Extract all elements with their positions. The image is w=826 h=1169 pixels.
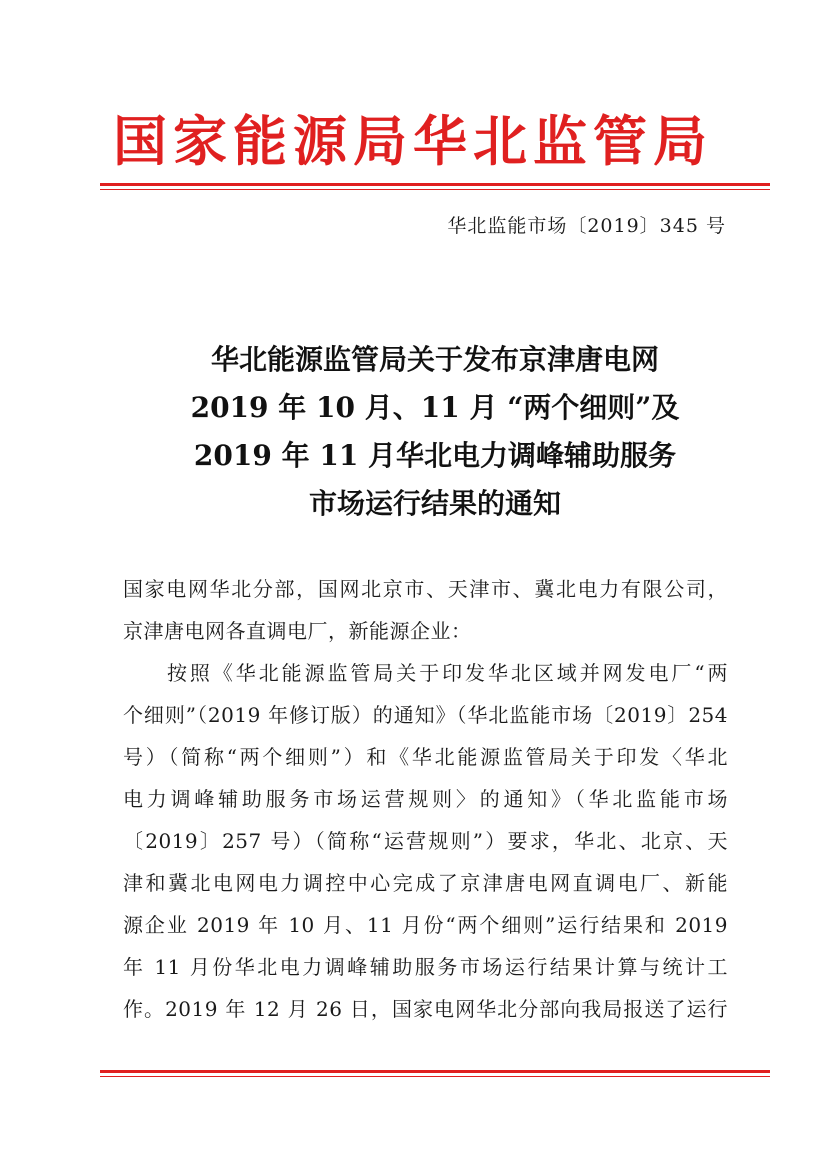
body-line: 作。2019 年 12 月 26 日，国家电网华北分部向我局报送了运行 — [123, 997, 728, 1021]
body-line: 电力调峰辅助服务市场运营规则〉的通知》（华北监能市场 — [123, 787, 728, 811]
header-divider-thin — [100, 189, 770, 190]
footer-divider-thin — [100, 1076, 770, 1077]
title-line: 华北能源监管局关于发布京津唐电网 — [210, 343, 659, 376]
body-line: 京津唐电网各直调电厂，新能源企业： — [123, 619, 472, 643]
body-line: 国家电网华北分部，国网北京市、天津市、冀北电力有限公司， — [123, 577, 728, 601]
title-line: 市场运行结果的通知 — [308, 487, 561, 520]
title-line: 2019 年 11 月华北电力调峰辅助服务 — [193, 439, 677, 472]
body-line: 个细则”（2019 年修订版）的通知》（华北监能市场〔2019〕254 — [123, 703, 728, 727]
body-line: 津和冀北电网电力调控中心完成了京津唐电网直调电厂、新能 — [123, 871, 728, 895]
masthead-org-name: 国家能源局华北监管局 — [113, 109, 713, 173]
title-line: 2019 年 10 月、11 月 “两个细则”及 — [190, 391, 680, 424]
document-title — [100, 336, 770, 528]
footer-divider-thick — [100, 1070, 770, 1073]
document-body — [123, 568, 728, 1030]
body-line: 按照《华北能源监管局关于印发华北区域并网发电厂“两 — [167, 661, 728, 685]
body-line: 年 11 月份华北电力调峰辅助服务市场运行结果计算与统计工 — [123, 955, 728, 979]
body-line: 号）（简称“两个细则”）和《华北能源监管局关于印发〈华北 — [123, 745, 728, 769]
header-divider-thick — [100, 183, 770, 186]
body-line: 源企业 2019 年 10 月、11 月份“两个细则”运行结果和 2019 — [123, 913, 728, 937]
body-line: 〔2019〕257 号）（简称“运营规则”）要求，华北、北京、天 — [123, 829, 728, 853]
document-number: 华北监能市场〔2019〕345 号 — [447, 215, 726, 237]
